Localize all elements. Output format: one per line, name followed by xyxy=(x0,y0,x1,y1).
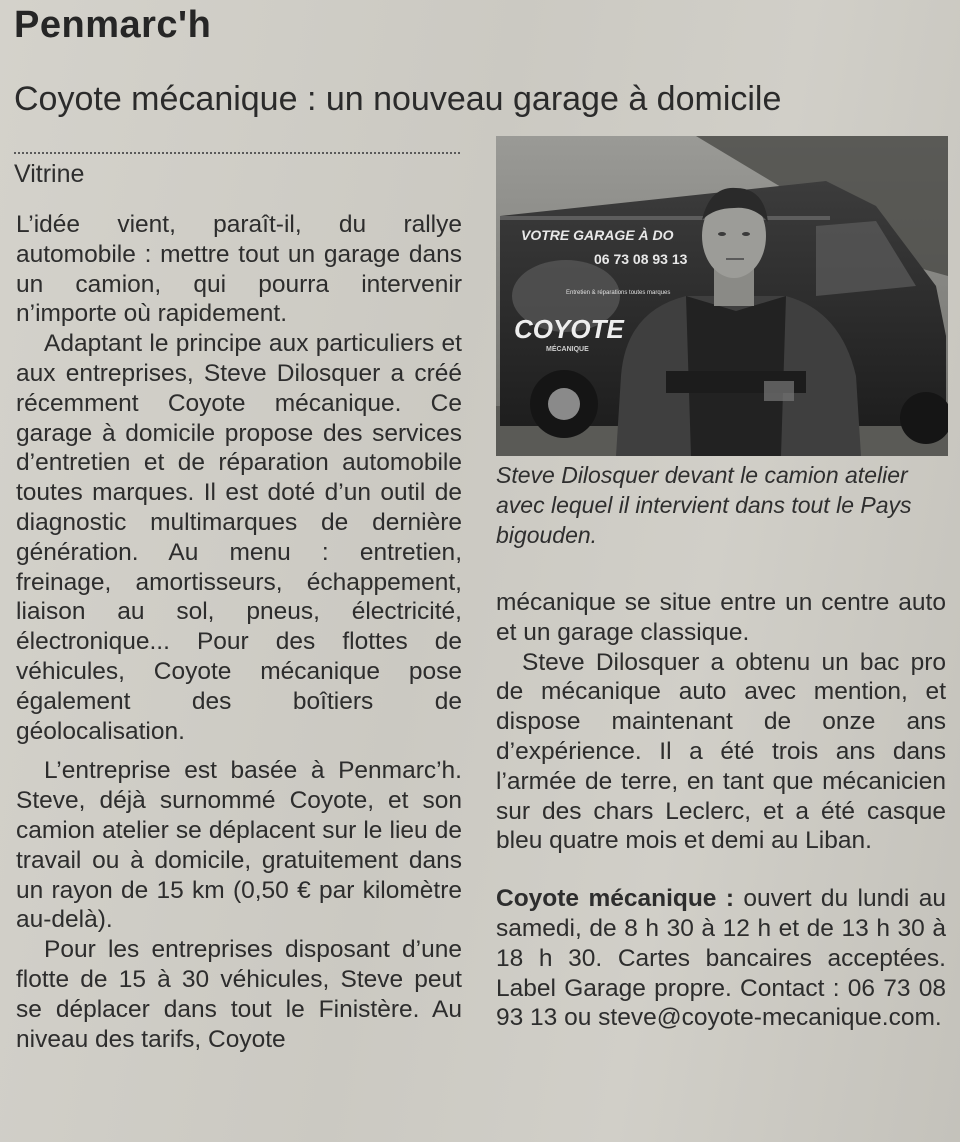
van-slogan: VOTRE GARAGE À DO xyxy=(521,227,674,243)
business-info xyxy=(496,884,946,1033)
article-paragraph: Adaptant le principe aux particuliers et aux entreprises, Steve Dilosquer a créé récemment Coyote mécanique. Ce garage à domicile propose des services d’entretien et de réparation automobile toutes marques. Il est doté d’un outil de diagnostic multimarques de dernière génération. Au menu : entretien, freinage, amortisseurs, échappement, liaison au sol, pneus, électricité, électronique... Pour des flottes de véhicules, Coyote mécanique pose également des boîtiers de géolocalisation. xyxy=(16,330,462,745)
dotted-divider xyxy=(14,152,460,154)
article-photo xyxy=(496,136,948,456)
section-town-title: Penmarc'h xyxy=(14,4,212,46)
van-services: Entretien & réparations toutes marques xyxy=(566,290,671,296)
van-subbrand: MÉCANIQUE xyxy=(546,346,589,353)
article-kicker: Vitrine xyxy=(14,160,85,188)
article-headline: Coyote mécanique : un nouveau garage à domicile xyxy=(14,80,782,118)
article-paragraph: L’idée vient, paraît-il, du rallye automobile : mettre tout un garage dans un camion, qui pourra intervenir n’importe où rapidement. xyxy=(16,211,462,328)
van-phone: 06 73 08 93 13 xyxy=(594,251,688,267)
article-right-column xyxy=(496,588,946,1033)
article-paragraph: Pour les entreprises disposant d’une flotte de 15 à 30 véhicules, Steve peut se déplacer dans tout le Finistère. Au niveau des tarifs, Coyote xyxy=(16,936,462,1053)
van-brand: COYOTE xyxy=(514,314,624,344)
photo-van-mechanic xyxy=(496,136,948,456)
business-info-text: ouvert du lundi au samedi, de 8 h 30 à 12 h et de 13 h 30 à 18 h 30. Cartes bancaires acceptées. Label Garage propre. Contact : 06 73 08 93 13 ou steve@coyote-mecanique.com. xyxy=(496,885,946,1032)
article-paragraph: Steve Dilosquer a obtenu un bac pro de mécanique auto avec mention, et dispose maintenant de onze ans d’expérience. Il a été trois ans dans l’armée de terre, en tant que mécanicien sur des chars Leclerc, et a été casque bleu quatre mois et demi au Liban. xyxy=(496,648,946,855)
article-left-column xyxy=(16,210,462,1054)
article-paragraph: mécanique se situe entre un centre auto et un garage classique. xyxy=(496,589,946,646)
business-info-label: Coyote mécanique : xyxy=(496,885,734,913)
article-paragraph: L’entreprise est basée à Penmarc’h. Steve, déjà surnommé Coyote, et son camion atelier se déplacent sur le lieu de travail ou à domicile, gratuitement dans un rayon de 15 km (0,50 € par kilomètre au-delà). xyxy=(16,757,462,934)
photo-caption: Steve Dilosquer devant le camion atelier avec lequel il intervient dans tout le Pays bigouden. xyxy=(496,462,912,548)
